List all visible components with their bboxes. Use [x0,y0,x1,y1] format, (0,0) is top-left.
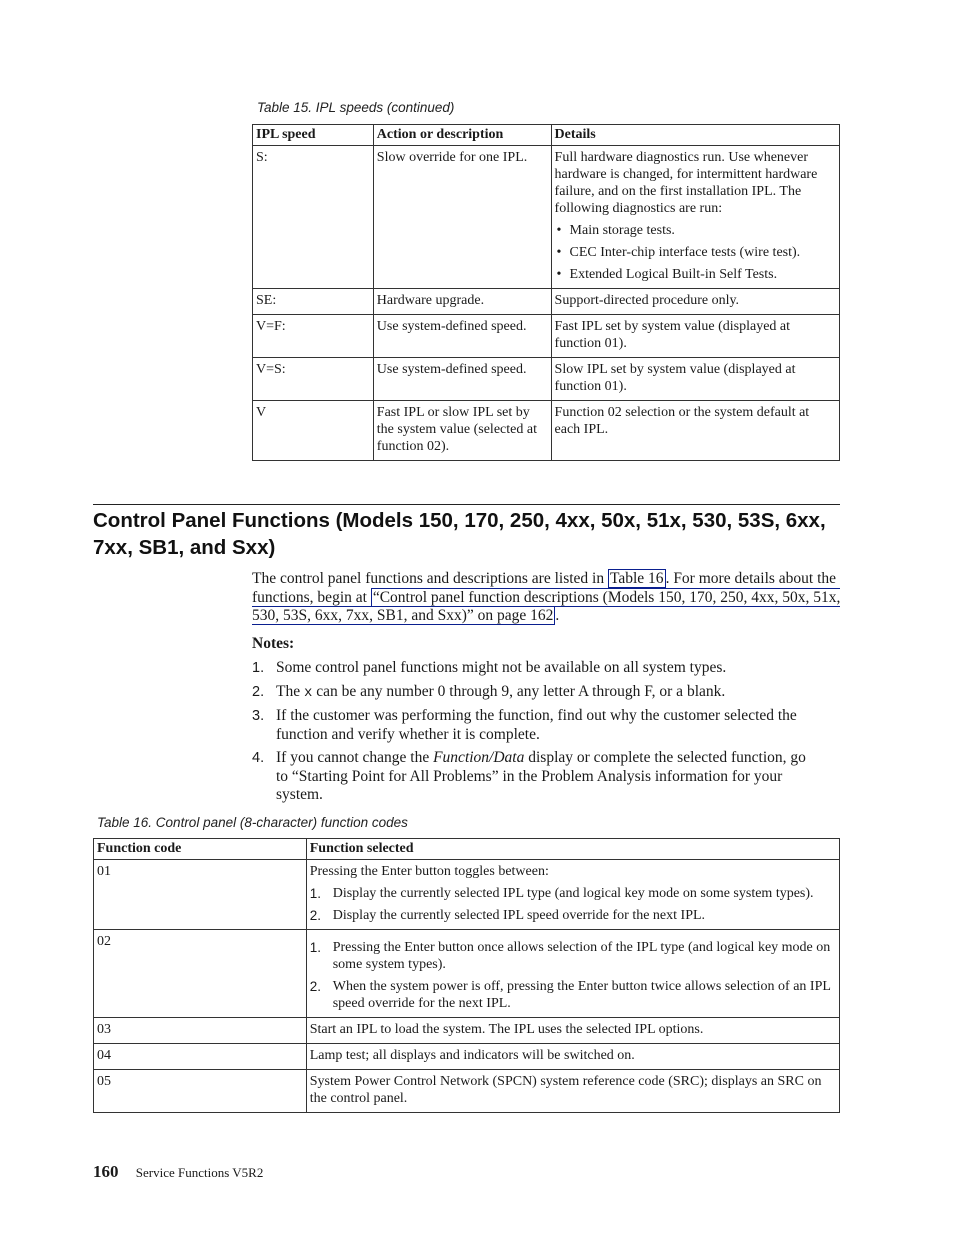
cell-speed: V=S: [253,358,374,401]
cell-speed: SE: [253,289,374,315]
function-steps [310,939,836,1012]
cell-function [306,860,839,930]
cell-function: Start an IPL to load the system. The IPL uses the selected IPL options. [306,1018,839,1044]
page-footer [93,1162,263,1182]
table-row [94,860,840,930]
cell-action: Use system-defined speed. [373,358,551,401]
step-text: When the system power is off, pressing the Enter button twice allows selection of an IPL speed override for the next IPL. [332,979,831,1011]
table-row [253,358,840,401]
step-text: Display the currently selected IPL speed override for the next IPL. [332,908,706,923]
details-text: Full hardware diagnostics run. Use whenever hardware is changed, for intermittent hardware failure, and on the first installation IPL. The following diagnostics are run: [554,150,818,216]
note-number: 2. [252,683,265,700]
note-item [252,659,812,678]
list-item: • Extended Logical Built-in Self Tests. [555,266,836,283]
page-number: 160 [93,1162,119,1181]
list-item: • Main storage tests. [555,222,836,239]
section-heading: Control Panel Functions (Models 150, 170, 250, 4xx, 50x, 51x, 530, 53S, 6xx, 7xx, SB1, and Sxx) [93,509,826,559]
table-header-row [94,839,840,860]
function-descriptions-link[interactable]: “Control panel function descriptions (Models 150, 170, 250, 4xx, 50x, 51x, 530, 53S, 6xx, 7xx, SB1, and Sxx)” on page 162 [252,588,841,624]
function-steps [310,885,836,924]
table-header-row [253,125,840,146]
table15-caption: Table 15. IPL speeds (continued) [257,100,455,115]
table-row [253,289,840,315]
document-title: Service Functions V5R2 [135,1165,264,1180]
cell-details: Support-directed procedure only. [551,289,839,315]
cell-code: 05 [94,1070,307,1113]
note-text: The [276,682,301,700]
cell-details: Fast IPL set by system value (displayed at function 01). [551,315,839,358]
cell-code: 01 [94,860,307,930]
note-emphasis: Function/Data [433,749,525,766]
cell-details: Function 02 selection or the system default at each IPL. [551,401,839,461]
table-row [253,315,840,358]
cell-speed: V [253,401,374,461]
note-item [252,707,812,744]
list-item [310,885,836,902]
column-header-function-selected: Function selected [306,839,839,860]
step-number: 2. [309,979,321,994]
table16-function-codes [93,838,840,1113]
cell-action: Hardware upgrade. [373,289,551,315]
cell-details [551,146,839,289]
note-item [252,683,812,703]
note-item [252,749,812,805]
table16-caption: Table 16. Control panel (8-character) function codes [97,815,408,830]
note-text: If the customer was performing the function, find out why the customer selected the function and verify whether it is complete. [276,707,797,743]
table16-link[interactable]: Table 16 [609,570,664,587]
column-header-action: Action or description [373,125,551,146]
cell-function: Lamp test; all displays and indicators will be switched on. [306,1044,839,1070]
list-item [310,978,836,1012]
note-text: Some control panel functions might not be available on all system types. [276,659,727,676]
table-row [253,401,840,461]
cell-function: System Power Control Network (SPCN) system reference code (SRC); displays an SRC on the control panel. [306,1070,839,1113]
step-number: 2. [309,908,321,923]
list-item [310,907,836,924]
cell-function [306,930,839,1018]
notes-label: Notes: [252,635,295,652]
table-row [94,1070,840,1113]
function-lead: Pressing the Enter button toggles between: [309,864,549,879]
table-row [94,1018,840,1044]
intro-text: The control panel functions and descriptions are listed in [252,570,605,587]
note-number: 1. [252,660,265,676]
column-header-details: Details [551,125,839,146]
table15-ipl-speeds [252,124,840,461]
column-header-ipl-speed: IPL speed [253,125,374,146]
table-row [94,1044,840,1070]
cell-code: 04 [94,1044,307,1070]
table-row [94,930,840,1018]
note-number: 4. [252,750,265,766]
cell-action: Fast IPL or slow IPL set by the system value (selected at function 02). [373,401,551,461]
cell-action: Use system-defined speed. [373,315,551,358]
intro-text: . [555,607,560,624]
column-header-function-code: Function code [94,839,307,860]
step-number: 1. [309,886,321,901]
table-row [253,146,840,289]
note-number: 3. [252,708,265,724]
notes-list [252,659,812,810]
cell-speed: S: [253,146,374,289]
note-text: If you cannot change the [276,749,430,766]
step-text: Pressing the Enter button once allows selection of the IPL type (and logical key mode on some system types). [332,940,831,972]
diagnostics-list [555,222,836,283]
cell-details: Slow IPL set by system value (displayed at function 01). [551,358,839,401]
intro-paragraph [252,570,852,626]
cell-action: Slow override for one IPL. [373,146,551,289]
step-number: 1. [309,940,321,955]
note-text: display or complete the selected function, go to “Starting Point for All Problems” in the Problem Analysis information for your system. [276,749,806,803]
cell-code: 02 [94,930,307,1018]
note-code: x [303,684,313,701]
list-item: • CEC Inter-chip interface tests (wire test). [555,244,836,261]
section-divider [93,504,840,505]
list-item [310,939,836,973]
cell-speed: V=F: [253,315,374,358]
note-text: can be any number 0 through 9, any letter A through F, or a blank. [316,682,726,700]
intro-text: . For more details about the functions, begin at [252,570,837,606]
step-text: Display the currently selected IPL type (and logical key mode on some system types). [332,886,814,901]
cell-code: 03 [94,1018,307,1044]
